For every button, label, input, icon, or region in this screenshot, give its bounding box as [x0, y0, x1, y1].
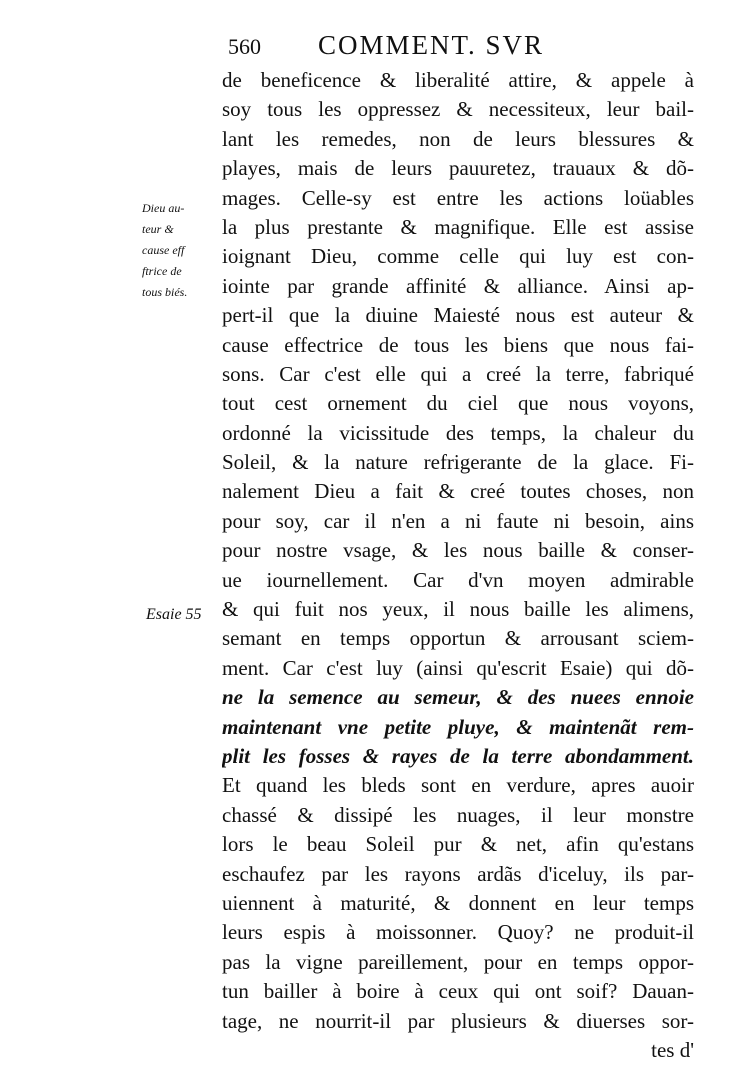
- text-line: pas la vigne pareillement, pour en temps oppor-: [222, 949, 694, 974]
- text-line: tout cest ornement du ciel que nous voyons,: [222, 391, 694, 416]
- text-line: & qui fuit nos yeux, il nous baille les alimens,: [222, 597, 694, 622]
- text-line: ioignant Dieu, comme celle qui luy est con-: [222, 244, 694, 269]
- page-number: 560: [228, 34, 261, 59]
- text-line: pour nostre vsage, & les nous baille & conser-: [222, 538, 694, 563]
- text-line: la plus prestante & magnifique. Elle est assise: [222, 214, 694, 239]
- text-line: playes, mais de leurs pauuretez, trauaux & dõ-: [222, 156, 694, 181]
- margin-note: [142, 198, 220, 303]
- text-line: tes d': [651, 1037, 694, 1062]
- text-line: lant les remedes, non de leurs blessures &: [222, 126, 694, 151]
- text-line: tun bailler à boire à ceux qui ont soif? Dauan-: [222, 979, 694, 1004]
- text-line: iointe par grande affinité & alliance. Ainsi ap-: [222, 273, 694, 298]
- margin-note-line: ftrice de: [142, 264, 182, 278]
- text-line: pour soy, car il n'en a ni faute ni besoin, ains: [222, 508, 694, 533]
- text-line: sons. Car c'est elle qui a creé la terre, fabriqué: [222, 361, 694, 386]
- text-line: lors le beau Soleil pur & net, afin qu'estans: [222, 832, 694, 857]
- text-line: nalement Dieu a fait & creé toutes choses, non: [222, 479, 694, 504]
- text-line: maintenant vne petite pluye, & maintenãt rem-: [222, 714, 694, 739]
- text-line: cause effectrice de tous les biens que nous fai-: [222, 332, 694, 357]
- text-line: de beneficence & liberalité attire, & appele à: [222, 68, 694, 92]
- text-line: eschaufez par les rayons ardãs d'iceluy, ils par-: [222, 861, 694, 886]
- text-line: Soleil, & la nature refrigerante de la glace. Fi-: [222, 450, 694, 475]
- body-text: [222, 66, 694, 1065]
- page-header: [228, 30, 688, 70]
- text-line: soy tous les oppressez & necessiteux, leur bail-: [222, 97, 694, 122]
- text-line: chassé & dissipé les nuages, il leur monstre: [222, 802, 694, 827]
- margin-note-line: cause eff: [142, 243, 185, 257]
- text-line: mages. Celle-sy est entre les actions loüables: [222, 185, 694, 210]
- text-line: semant en temps opportun & arrousant sciem-: [222, 626, 694, 651]
- text-line: plit les fosses & rayes de la terre abondamment.: [222, 743, 694, 768]
- text-line: Et quand les bleds sont en verdure, apres auoir: [222, 773, 694, 798]
- text-line: ue iournellement. Car d'vn moyen admirable: [222, 567, 694, 592]
- text-line: uiennent à maturité, & donnent en leur temps: [222, 890, 694, 915]
- text-line: ment. Car c'est luy (ainsi qu'escrit Esaie) qui dõ-: [222, 655, 694, 680]
- text-line: ordonné la vicissitude des temps, la chaleur du: [222, 420, 694, 445]
- margin-note-line: Dieu au-: [142, 201, 185, 215]
- margin-note-line: teur &: [142, 222, 174, 236]
- text-line: pert-il que la diuine Maiesté nous est auteur &: [222, 303, 694, 328]
- margin-note-line: tous biés.: [142, 285, 188, 299]
- margin-reference: Esaie 55: [146, 606, 202, 623]
- running-head: COMMENT. SVR: [318, 30, 545, 60]
- text-line: ne la semence au semeur, & des nuees ennoie: [222, 685, 694, 710]
- text-line: tage, ne nourrit-il par plusieurs & diuerses sor-: [222, 1008, 694, 1033]
- text-line: leurs espis à moissonner. Quoy? ne produit-il: [222, 920, 694, 945]
